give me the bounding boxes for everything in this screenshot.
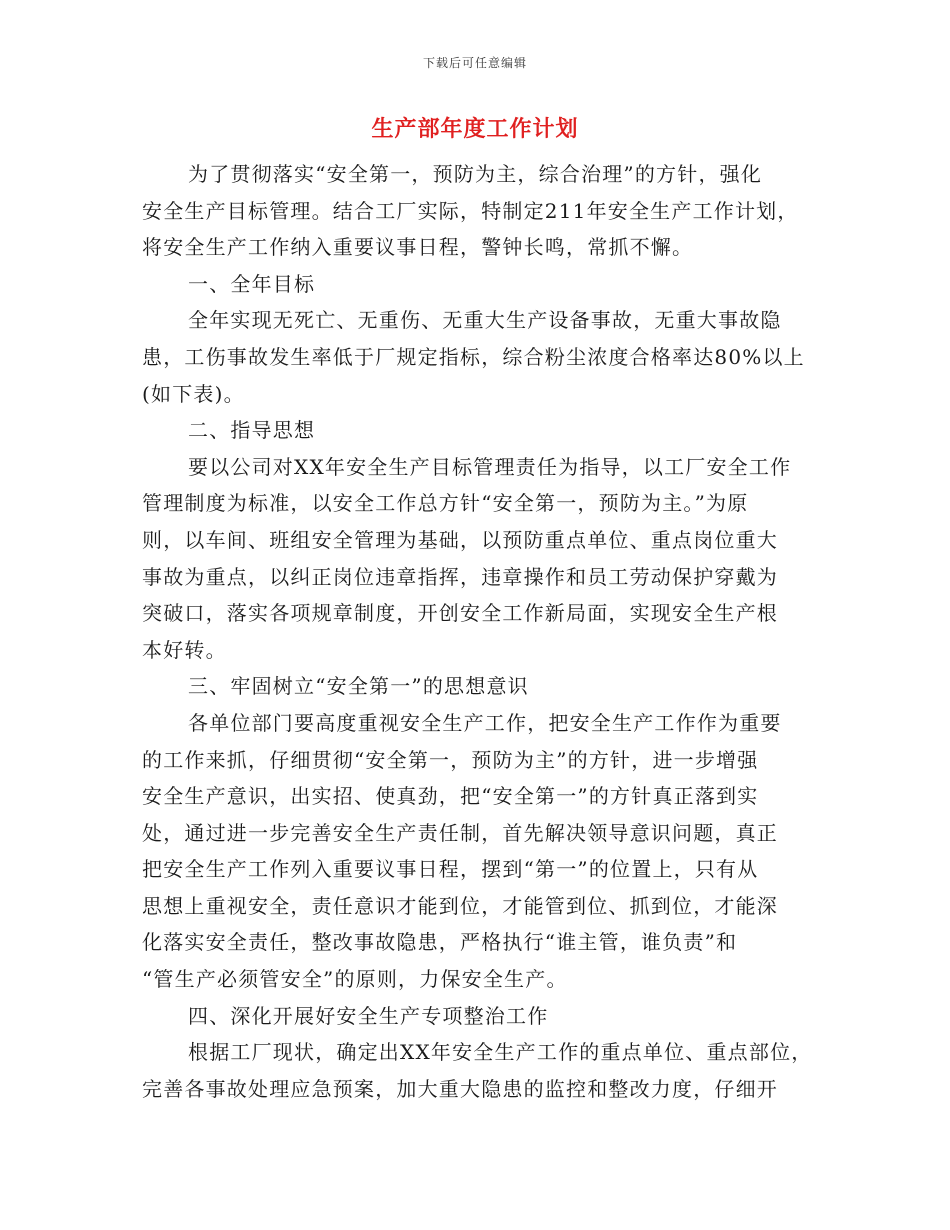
text-line: 事故为重点，以纠正岗位违章指挥，违章操作和员工劳动保护穿戴为 bbox=[142, 564, 778, 589]
text-line: 安全生产目标管理。结合工厂实际，特制定211年安全生产工作计划， bbox=[142, 198, 799, 223]
text-line: 突破口，落实各项规章制度，开创安全工作新局面，实现安全生产根 bbox=[142, 601, 778, 626]
text-line: 思想上重视安全，责任意识才能到位，才能管到位、抓到位，才能深 bbox=[142, 893, 778, 918]
heading-line: 三、牢固树立“安全第一”的思想意识 bbox=[188, 674, 529, 699]
text-line: “管生产必须管安全”的原则，力保安全生产。 bbox=[142, 967, 568, 992]
text-line: 要以公司对XX年安全生产目标管理责任为指导，以工厂安全工作 bbox=[188, 454, 792, 479]
document-title: 生产部年度工作计划 bbox=[371, 116, 579, 142]
heading-line: 一、全年目标 bbox=[188, 271, 316, 296]
heading-line: 二、指导思想 bbox=[188, 418, 316, 443]
text-line: 患，工伤事故发生率低于厂规定指标，综合粉尘浓度合格率达80%以上 bbox=[142, 344, 805, 369]
text-line: 本好转。 bbox=[142, 637, 227, 662]
text-line: 安全生产意识，出实招、使真劲，把“安全第一”的方针真正落到实 bbox=[142, 784, 759, 809]
text-line: 各单位部门要高度重视安全生产工作，把安全生产工作作为重要 bbox=[188, 710, 782, 735]
text-line: 的工作来抓，仔细贯彻“安全第一，预防为主”的方针，进一步增强 bbox=[142, 747, 759, 772]
section-heading-2 bbox=[142, 412, 824, 449]
paragraph-intro bbox=[142, 156, 824, 266]
text-line: 管理制度为标准，以安全工作总方针“安全第一，预防为主。”为原 bbox=[142, 491, 749, 516]
paragraph-safety-awareness bbox=[142, 705, 824, 998]
heading-line: 四、深化开展好安全生产专项整治工作 bbox=[188, 1003, 549, 1028]
paragraph-guidance bbox=[142, 449, 824, 669]
text-line: 全年实现无死亡、无重伤、无重大生产设备事故，无重大事故隐 bbox=[188, 308, 782, 333]
section-heading-3 bbox=[142, 668, 824, 705]
text-line: 为了贯彻落实“安全第一，预防为主，综合治理”的方针，强化 bbox=[188, 162, 763, 186]
text-line: 根据工厂现状，确定出XX年安全生产工作的重点单位、重点部位， bbox=[188, 1040, 813, 1065]
header-note: 下载后可任意编辑 bbox=[422, 56, 527, 70]
document-body bbox=[142, 156, 824, 1107]
text-line: (如下表)。 bbox=[142, 381, 245, 406]
text-line: 则，以车间、班组安全管理为基础，以预防重点单位、重点岗位重大 bbox=[142, 527, 778, 552]
paragraph-special-rectification bbox=[142, 1034, 824, 1107]
paragraph-goals bbox=[142, 302, 824, 412]
text-line: 把安全生产工作列入重要议事日程，摆到“第一”的位置上，只有从 bbox=[142, 857, 759, 882]
text-line: 将安全生产工作纳入重要议事日程，警钟长鸣，常抓不懈。 bbox=[142, 235, 694, 260]
text-line: 处，通过进一步完善安全生产责任制，首先解决领导意识问题，真正 bbox=[142, 820, 778, 845]
section-heading-4 bbox=[142, 998, 824, 1035]
text-line: 完善各事故处理应急预案，加大重大隐患的监控和整改力度，仔细开 bbox=[142, 1076, 778, 1101]
text-line: 化落实安全责任，整改事故隐患，严格执行“谁主管，谁负责”和 bbox=[142, 930, 738, 955]
section-heading-1 bbox=[142, 266, 824, 303]
